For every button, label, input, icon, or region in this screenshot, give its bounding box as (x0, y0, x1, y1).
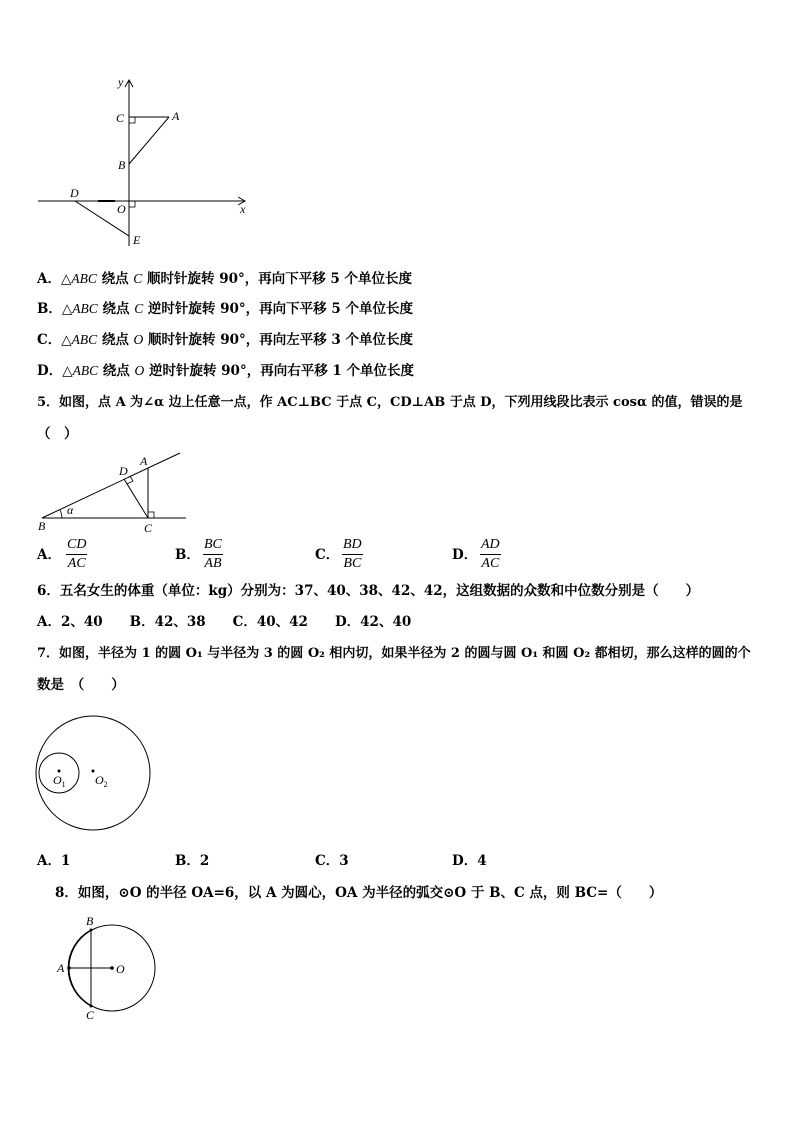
q5-answer-bracket: （ ） (37, 426, 78, 442)
q7-question-line1: 7．如图，半径为 1 的圆 O₁ 与半径为 3 的圆 O₂ 相内切，如果半径为 2 的圆与圆 O₁ 和圆 O₂ 都相切，那么这样的圆的个 (37, 646, 751, 661)
label-A: A (172, 109, 180, 123)
q4-option-c: C．△ABC 绕点 O 顺时针旋转 90°，再向左平移 3 个单位长度 (37, 332, 414, 348)
right-angle-mark-C (148, 512, 154, 518)
q8-question-text: 8．如图，⊙O 的半径 OA=6，以 A 为圆心，OA 为半径的弧交⊙O 于 B、C 点，则 BC=（ ） (55, 885, 663, 901)
q5-option-b-prefix: B． (175, 547, 200, 563)
q5-option-a-prefix: A． (37, 547, 61, 563)
q6-options: A．2、40 B．42、38 C．40、42 D．42、40 (37, 614, 412, 630)
label-y: y (118, 75, 124, 89)
label-B: B (118, 158, 126, 172)
angle-arc-alpha (60, 510, 62, 518)
right-angle-mark-C (129, 117, 135, 123)
segment-AB (129, 117, 169, 164)
label-A: A (140, 454, 148, 468)
q7-option-a: A．1 (37, 853, 71, 869)
label-alpha: α (67, 503, 74, 517)
label-E: E (133, 233, 141, 247)
label-O: O (116, 962, 125, 976)
q7-option-b: B．2 (175, 853, 210, 869)
right-angle-mark-O (129, 201, 135, 207)
label-D: D (119, 464, 128, 478)
label-C: C (86, 1008, 95, 1022)
q4-option-b: B．△ABC 绕点 C 逆时针旋转 90°，再向下平移 5 个单位长度 (37, 301, 413, 317)
q5-angle-figure (30, 448, 200, 538)
label-O1: $O_1$ (53, 773, 66, 789)
q7-circles-figure (35, 715, 155, 835)
segment-CD (124, 479, 148, 518)
q5-option-c-prefix: C． (315, 547, 340, 563)
q4-option-a: A．△ABC 绕点 C 顺时针旋转 90°，再向下平移 5 个单位长度 (37, 271, 413, 287)
q7-option-d: D．4 (452, 853, 487, 869)
q5-option-d-prefix: D． (452, 547, 478, 563)
label-B: B (86, 914, 94, 928)
ray-upper (42, 453, 180, 518)
point-B (90, 929, 93, 932)
point-A (67, 966, 71, 970)
q7-question-line2: 数是 （ ） (37, 677, 125, 693)
q4-coordinate-figure (30, 70, 260, 250)
label-B: B (38, 519, 46, 533)
q5-option-c-fraction: $\frac{BD}{BC}$ (343, 537, 362, 571)
point-O (110, 966, 114, 970)
q7-option-c: C．3 (315, 853, 349, 869)
label-C: C (144, 521, 153, 535)
label-O: O (117, 202, 126, 216)
label-C: C (116, 111, 125, 125)
label-x: x (240, 202, 246, 216)
q4-option-d: D．△ABC 绕点 O 逆时针旋转 90°，再向右平移 1 个单位长度 (37, 363, 414, 379)
q5-option-b-fraction: $\frac{BC}{AB}$ (204, 537, 222, 571)
q5-option-d-fraction: $\frac{AD}{AC}$ (481, 537, 500, 571)
label-D: D (70, 186, 79, 200)
q5-question-text: 5．如图，点 A 为∠α 边上任意一点，作 AC⊥BC 于点 C，CD⊥AB 于点 D，下列用线段比表示 cosα 的值，错误的是 (37, 395, 743, 410)
label-A: A (57, 961, 65, 975)
label-O2: $O_2$ (95, 773, 108, 789)
q8-circle-figure (55, 912, 160, 1024)
q5-option-a-fraction: $\frac{CD}{AC}$ (67, 537, 87, 571)
q6-question-text: 6．五名女生的体重（单位：kg）分别为：37、40、38、42、42，这组数据的众数和中位数分别是（ ） (37, 583, 700, 599)
